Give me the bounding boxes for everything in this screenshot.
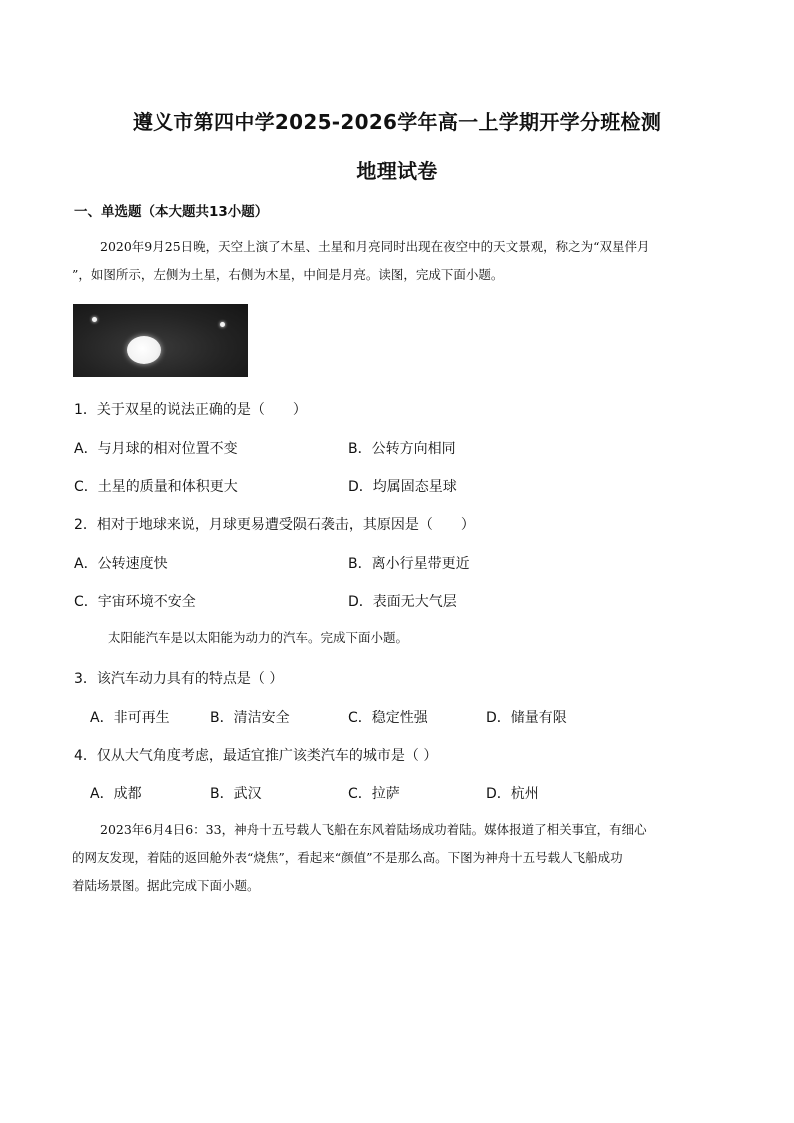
q4-option-c[interactable]: C．拉萨 (348, 786, 400, 802)
q3-option-a[interactable]: A．非可再生 (90, 710, 170, 726)
q3-option-d[interactable]: D．储量有限 (486, 710, 567, 726)
q4-option-b[interactable]: B．武汉 (210, 786, 262, 802)
question-1-stem: 1．关于双星的说法正确的是（ ） (74, 402, 307, 418)
q4-option-d[interactable]: D．杭州 (486, 786, 539, 802)
passage1-line1: 2020年9月25日晚，天空上演了木星、土星和月亮同时出现在夜空中的天文景观，称之为“双星伴月 (100, 239, 650, 254)
exam-title: 遵义市第四中学2025-2026学年高一上学期开学分班检测 (132, 110, 662, 134)
passage1-line2: ”，如图所示，左侧为土星，右侧为木星，中间是月亮。读图，完成下面小题。 (72, 267, 504, 282)
q4-option-a[interactable]: A．成都 (90, 786, 142, 802)
question-2-stem: 2．相对于地球来说，月球更易遭受陨石袭击，其原因是（ ） (74, 517, 475, 533)
passage3-line1: 2023年6月4日6：33，神舟十五号载人飞船在东风着陆场成功着陆。媒体报道了相关事宜，有细心 (100, 822, 647, 837)
moon-disc (127, 336, 161, 364)
q3-option-c[interactable]: C．稳定性强 (348, 710, 428, 726)
night-sky-photo (73, 304, 248, 377)
passage3-line3: 着陆场景图。据此完成下面小题。 (72, 878, 260, 893)
q2-option-b[interactable]: B．离小行星带更近 (348, 556, 470, 572)
q1-option-d[interactable]: D．均属固态星球 (348, 479, 457, 495)
passage2-line1: 太阳能汽车是以太阳能为动力的汽车。完成下面小题。 (108, 630, 409, 645)
q3-option-b[interactable]: B．清洁安全 (210, 710, 290, 726)
q2-option-c[interactable]: C．宇宙环境不安全 (74, 594, 196, 610)
saturn-dot (92, 317, 97, 322)
question-4-stem: 4．仅从大气角度考虑，最适宜推广该类汽车的城市是（ ） (74, 748, 438, 764)
section-heading: 一、单选题（本大题共13小题） (74, 204, 269, 220)
question-3-stem: 3．该汽车动力具有的特点是（ ） (74, 671, 284, 687)
q2-option-d[interactable]: D．表面无大气层 (348, 594, 457, 610)
jupiter-dot (220, 322, 225, 327)
q1-option-c[interactable]: C．土星的质量和体积更大 (74, 479, 238, 495)
q1-option-b[interactable]: B．公转方向相同 (348, 441, 456, 457)
passage3-line2: 的网友发现，着陆的返回舱外表“烧焦”，看起来“颜值”不是那么高。下图为神舟十五号载人飞船成功 (72, 850, 623, 865)
q2-option-a[interactable]: A．公转速度快 (74, 556, 168, 572)
exam-subtitle: 地理试卷 (356, 159, 438, 183)
q1-option-a[interactable]: A．与月球的相对位置不变 (74, 441, 238, 457)
